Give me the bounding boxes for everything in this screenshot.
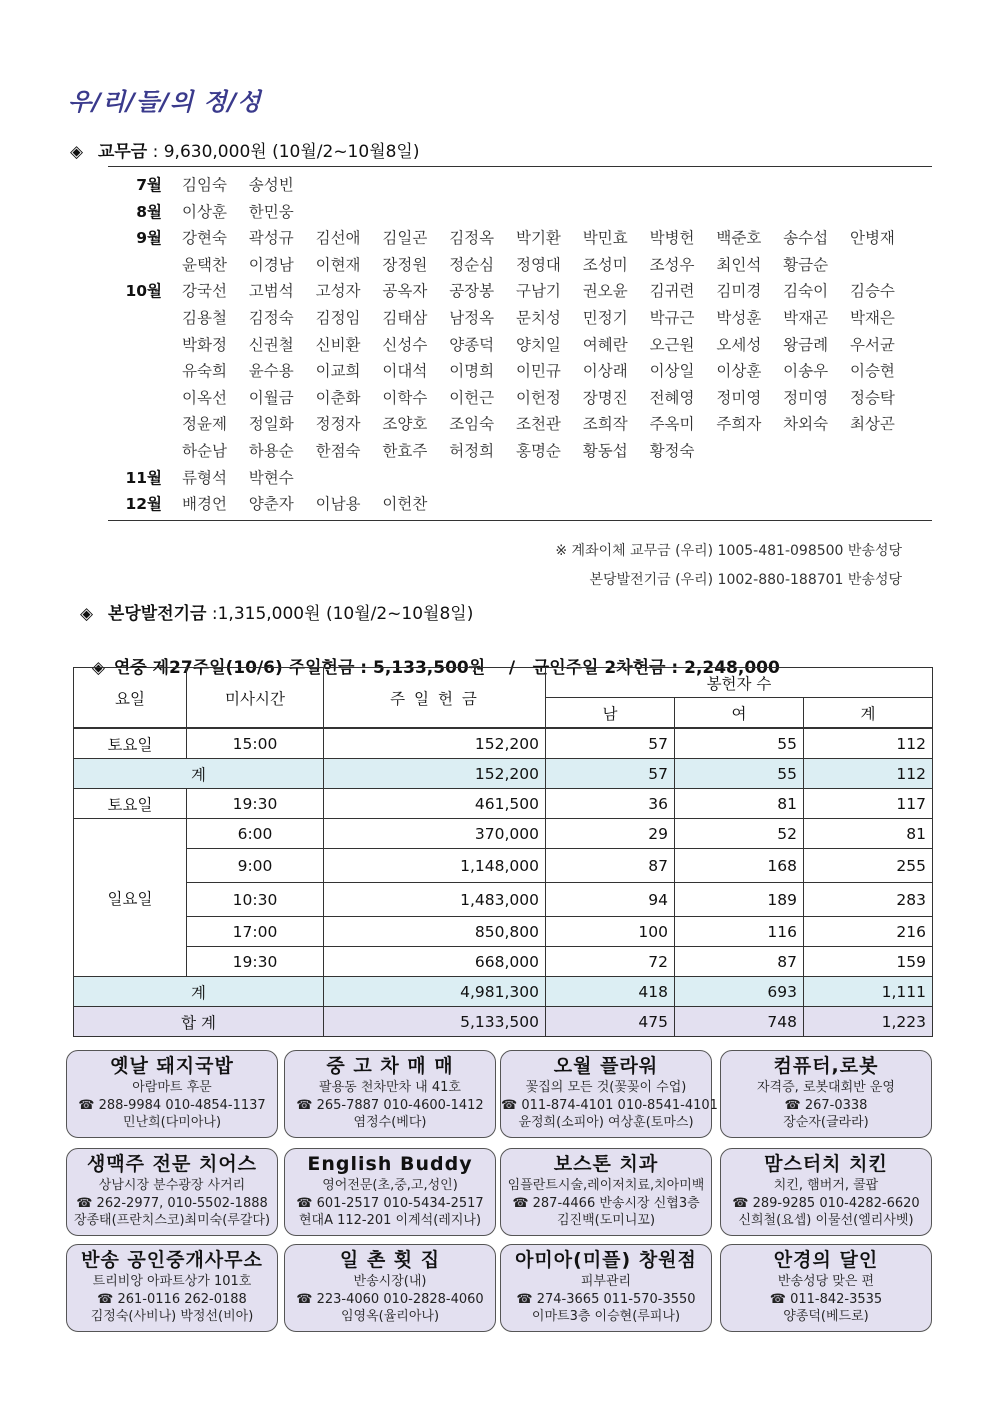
name-row bbox=[108, 411, 932, 438]
ad-name: 맘스터치 치킨 bbox=[764, 1153, 888, 1175]
contributor-name: 박병헌 bbox=[649, 229, 695, 248]
total-cell: 1,223 bbox=[804, 1007, 933, 1037]
female-cell: 168 bbox=[675, 849, 804, 883]
ad-line: 반송시장(내) bbox=[353, 1274, 427, 1289]
time-cell: 19:30 bbox=[187, 947, 324, 977]
contributor-name: 박재은 bbox=[849, 308, 895, 327]
name-row bbox=[108, 491, 932, 518]
contributor-name: 장정원 bbox=[382, 255, 428, 274]
contributor-name: 김일곤 bbox=[382, 229, 428, 248]
ad-box bbox=[500, 1050, 718, 1138]
divider bbox=[108, 166, 932, 167]
ad-line: 민난희(다미아나) bbox=[122, 1115, 222, 1130]
offering-cell: 1,148,000 bbox=[324, 849, 546, 883]
ad-phone: ☎ 288-9984 010-4854-1137 bbox=[78, 1097, 266, 1113]
building-fund-heading bbox=[80, 599, 473, 624]
offering-cell: 461,500 bbox=[324, 789, 546, 819]
contributor-name: 공옥자 bbox=[382, 282, 428, 301]
contributor-name: 김선애 bbox=[315, 229, 361, 248]
contributor-name: 이상래 bbox=[582, 362, 628, 381]
ad-line: 상남시장 분수광장 사거리 bbox=[98, 1178, 246, 1193]
month-label bbox=[108, 385, 182, 412]
ad-phone: ☎ 223-4060 010-2828-4060 bbox=[296, 1291, 484, 1307]
contributor-name: 유숙희 bbox=[182, 362, 227, 381]
ad-line: 염정수(베다) bbox=[353, 1115, 427, 1130]
ad-phone: ☎ 011-842-3535 bbox=[769, 1291, 883, 1307]
contributor-name: 곽성규 bbox=[248, 229, 294, 248]
contributor-name: 박규근 bbox=[649, 308, 695, 327]
contributor-name: 이송우 bbox=[783, 362, 829, 381]
ad-line: 윤정희(소피아) 여상훈(토마스) bbox=[518, 1115, 694, 1130]
ad-line: 김정숙(사비나) 박정선(비아) bbox=[90, 1309, 254, 1324]
contributor-name: 문치성 bbox=[515, 308, 561, 327]
contributor-name: 민정기 bbox=[582, 308, 628, 327]
contributor-name: 오세성 bbox=[716, 335, 762, 354]
building-fund-value: :1,315,000원 (10월/2~10월8일) bbox=[206, 604, 474, 624]
ad-box bbox=[500, 1148, 712, 1236]
contributor-name: 이헌근 bbox=[449, 388, 495, 407]
subtotal-label: 계 bbox=[74, 759, 324, 789]
contributor-name: 하순남 bbox=[182, 441, 227, 460]
month-label: 9월 bbox=[136, 229, 162, 248]
contributor-name: 강국선 bbox=[182, 282, 227, 301]
contributor-name: 정정자 bbox=[315, 415, 361, 434]
total-cell: 117 bbox=[804, 789, 933, 819]
female-cell: 55 bbox=[675, 728, 804, 759]
month-label bbox=[108, 358, 182, 385]
total-cell: 283 bbox=[804, 883, 933, 917]
contributor-name: 정윤제 bbox=[182, 415, 227, 434]
contributor-name: 정순심 bbox=[449, 255, 495, 274]
table-row bbox=[74, 819, 933, 849]
divider bbox=[108, 520, 932, 521]
month-label bbox=[108, 411, 182, 438]
dues-value: : 9,630,000원 (10월/2~10월8일) bbox=[147, 142, 420, 162]
contributor-name-list bbox=[108, 172, 932, 518]
table-row bbox=[74, 849, 933, 883]
female-cell: 116 bbox=[675, 917, 804, 947]
contributor-name: 이남용 bbox=[315, 495, 361, 514]
contributor-name: 박화정 bbox=[182, 335, 227, 354]
total-cell: 81 bbox=[804, 819, 933, 849]
ad-box bbox=[720, 1148, 932, 1236]
diamond-bullet-icon: ◈ bbox=[70, 142, 84, 162]
female-cell: 693 bbox=[675, 977, 804, 1007]
offering-cell: 4,981,300 bbox=[324, 977, 546, 1007]
header-offering: 주 일 헌 금 bbox=[324, 668, 546, 729]
ad-name: 안경의 달인 bbox=[773, 1249, 879, 1271]
ad-name: 중 고 차 매 매 bbox=[326, 1055, 454, 1077]
contributor-name: 조성우 bbox=[649, 255, 695, 274]
ad-line: 임영옥(율리아나) bbox=[340, 1309, 440, 1324]
contributor-name: 조희작 bbox=[582, 415, 628, 434]
ad-phone: ☎ 287-4466 반송시장 신협3층 bbox=[512, 1195, 700, 1211]
contributor-name: 최상곤 bbox=[849, 415, 895, 434]
offering-table bbox=[73, 667, 933, 1037]
ad-line: 장순자(글라라) bbox=[783, 1115, 869, 1130]
male-cell: 94 bbox=[546, 883, 675, 917]
contributor-name: 송수섭 bbox=[783, 229, 829, 248]
contributor-name: 정일화 bbox=[248, 415, 294, 434]
ad-phone: ☎ 262-2977, 010-5502-1888 bbox=[76, 1195, 268, 1211]
contributor-name: 황금순 bbox=[783, 255, 829, 274]
ad-box bbox=[284, 1148, 496, 1236]
table-row bbox=[74, 883, 933, 917]
time-cell: 17:00 bbox=[187, 917, 324, 947]
female-cell: 55 bbox=[675, 759, 804, 789]
contributor-name: 주희자 bbox=[716, 415, 762, 434]
contributor-name: 이대석 bbox=[382, 362, 428, 381]
contributor-name: 배경언 bbox=[182, 495, 227, 514]
ad-box bbox=[284, 1050, 496, 1138]
contributor-name: 박기환 bbox=[515, 229, 561, 248]
subtotal-row bbox=[74, 977, 933, 1007]
contributor-name: 양춘자 bbox=[248, 495, 294, 514]
contributor-name: 박민효 bbox=[582, 229, 628, 248]
name-row bbox=[108, 465, 932, 492]
header-male: 남 bbox=[546, 698, 675, 729]
ad-box bbox=[66, 1148, 278, 1236]
contributor-name: 김용철 bbox=[182, 308, 227, 327]
contributor-name: 김미경 bbox=[716, 282, 762, 301]
ad-line: 현대A 112-201 이계석(레지나) bbox=[298, 1213, 482, 1228]
time-cell: 9:00 bbox=[187, 849, 324, 883]
total-cell: 112 bbox=[804, 728, 933, 759]
contributor-name: 홍명순 bbox=[515, 441, 561, 460]
contributor-name: 왕금례 bbox=[783, 335, 829, 354]
contributor-name: 박현수 bbox=[248, 468, 294, 487]
contributor-name: 이헌찬 bbox=[382, 495, 428, 514]
bank-note-2: 본당발전기금 (우리) 1002-880-188701 반송성당 bbox=[589, 572, 902, 588]
ad-name: 보스톤 치과 bbox=[553, 1153, 659, 1175]
ad-name: 오월 플라워 bbox=[553, 1055, 659, 1077]
month-label bbox=[108, 252, 182, 279]
ad-line: 양종덕(베드로) bbox=[783, 1309, 869, 1324]
offering-cell: 5,133,500 bbox=[324, 1007, 546, 1037]
name-row bbox=[108, 358, 932, 385]
contributor-name: 하용순 bbox=[248, 441, 294, 460]
contributor-name: 이헌정 bbox=[515, 388, 561, 407]
bank-note-1: ※ 계좌이체 교무금 (우리) 1005-481-098500 반송성당 bbox=[555, 543, 902, 559]
contributor-name: 백준호 bbox=[716, 229, 762, 248]
ad-line: 팔용동 천차만차 내 41호 bbox=[319, 1080, 461, 1095]
ad-line: 반송성당 맞은 편 bbox=[777, 1274, 875, 1289]
day-cell: 토요일 bbox=[74, 789, 187, 819]
contributor-name: 이상일 bbox=[649, 362, 695, 381]
contributor-name: 이민규 bbox=[515, 362, 561, 381]
ad-line: 김진백(도미니꼬) bbox=[556, 1213, 656, 1228]
grand-total-label: 합 계 bbox=[74, 1007, 324, 1037]
contributor-name: 류형석 bbox=[182, 468, 227, 487]
contributor-name: 허정희 bbox=[449, 441, 495, 460]
time-cell: 15:00 bbox=[187, 728, 324, 759]
male-cell: 72 bbox=[546, 947, 675, 977]
ad-name: 생맥주 전문 치어스 bbox=[86, 1153, 258, 1175]
contributor-name: 차외숙 bbox=[783, 415, 829, 434]
contributor-name: 윤수용 bbox=[248, 362, 294, 381]
contributor-name: 김숙이 bbox=[783, 282, 829, 301]
month-label bbox=[108, 332, 182, 359]
female-cell: 52 bbox=[675, 819, 804, 849]
header-givers: 봉헌자 수 bbox=[546, 668, 933, 698]
ad-name: 일 촌 횟 집 bbox=[339, 1249, 441, 1271]
contributor-name: 권오윤 bbox=[582, 282, 628, 301]
contributor-name: 한민웅 bbox=[248, 202, 294, 221]
contributor-name: 김정숙 bbox=[248, 308, 294, 327]
male-cell: 418 bbox=[546, 977, 675, 1007]
diamond-bullet-icon: ◈ bbox=[80, 604, 94, 624]
ad-box bbox=[500, 1244, 712, 1332]
female-cell: 87 bbox=[675, 947, 804, 977]
total-cell: 1,111 bbox=[804, 977, 933, 1007]
subtotal-label: 계 bbox=[74, 977, 324, 1007]
male-cell: 475 bbox=[546, 1007, 675, 1037]
contributor-name: 양종덕 bbox=[449, 335, 495, 354]
contributor-name: 최인석 bbox=[716, 255, 762, 274]
contributor-name: 조임숙 bbox=[449, 415, 495, 434]
ad-box bbox=[66, 1244, 278, 1332]
sunday-offering-text: 연중 제27주일(10/6) 주일헌금 : 5,133,500원 / 군인주일 2차헌금 : 2,248,000 bbox=[113, 658, 780, 678]
contributor-name: 이현재 bbox=[315, 255, 361, 274]
subtotal-row bbox=[74, 759, 933, 789]
ad-name: 옛날 돼지국밥 bbox=[110, 1055, 234, 1077]
ad-name: 컴퓨터,로봇 bbox=[773, 1055, 879, 1077]
contributor-name: 박재곤 bbox=[783, 308, 829, 327]
offering-cell: 152,200 bbox=[324, 759, 546, 789]
month-label: 8월 bbox=[136, 202, 162, 221]
contributor-name: 한효주 bbox=[382, 441, 428, 460]
ad-box bbox=[66, 1050, 278, 1138]
total-cell: 112 bbox=[804, 759, 933, 789]
name-row bbox=[108, 278, 932, 305]
header-day: 요일 bbox=[74, 668, 187, 729]
male-cell: 57 bbox=[546, 728, 675, 759]
offering-cell: 370,000 bbox=[324, 819, 546, 849]
contributor-name: 이상훈 bbox=[182, 202, 227, 221]
contributor-name: 송성빈 bbox=[248, 176, 294, 194]
contributor-name: 우서균 bbox=[849, 335, 895, 354]
name-row bbox=[108, 332, 932, 359]
contributor-name: 조천관 bbox=[515, 415, 561, 434]
time-cell: 19:30 bbox=[187, 789, 324, 819]
ad-phone: ☎ 274-3665 011-570-3550 bbox=[516, 1291, 696, 1307]
contributor-name: 양치일 bbox=[515, 335, 561, 354]
grand-total-row bbox=[74, 1007, 933, 1037]
table-row bbox=[74, 789, 933, 819]
month-label: 11월 bbox=[125, 468, 162, 487]
female-cell: 81 bbox=[675, 789, 804, 819]
ad-phone: ☎ 265-7887 010-4600-1412 bbox=[296, 1097, 484, 1113]
day-cell: 일요일 bbox=[74, 819, 187, 977]
ad-name: 아미아(미플) 창원점 bbox=[515, 1249, 697, 1271]
ad-line: 영어전문(초,중,고,성인) bbox=[322, 1178, 458, 1193]
contributor-name: 장명진 bbox=[582, 388, 628, 407]
contributor-name: 김정옥 bbox=[449, 229, 495, 248]
building-fund-label: 본당발전기금 bbox=[107, 604, 207, 624]
name-row bbox=[108, 305, 932, 332]
month-label: 7월 bbox=[136, 176, 162, 194]
month-label bbox=[108, 438, 182, 465]
male-cell: 36 bbox=[546, 789, 675, 819]
name-row bbox=[108, 385, 932, 412]
contributor-name: 이승현 bbox=[849, 362, 895, 381]
contributor-name: 조양호 bbox=[382, 415, 428, 434]
contributor-name: 구남기 bbox=[515, 282, 561, 301]
contributor-name: 김태삼 bbox=[382, 308, 428, 327]
contributor-name: 남정옥 bbox=[449, 308, 495, 327]
name-row bbox=[108, 199, 932, 226]
ad-line: 신희철(요셉) 이물선(엘리사벳) bbox=[738, 1213, 914, 1228]
contributor-name: 이학수 bbox=[382, 388, 428, 407]
offering-dues-heading bbox=[70, 137, 419, 162]
offering-cell: 152,200 bbox=[324, 728, 546, 759]
contributor-name: 황동섭 bbox=[582, 441, 628, 460]
contributor-name: 정미영 bbox=[783, 388, 829, 407]
contributor-name: 전혜영 bbox=[649, 388, 695, 407]
contributor-name: 이상훈 bbox=[716, 362, 762, 381]
contributor-name: 공장봉 bbox=[449, 282, 495, 301]
contributor-name: 김귀련 bbox=[649, 282, 695, 301]
contributor-name: 이월금 bbox=[248, 388, 294, 407]
name-row bbox=[108, 252, 932, 279]
month-label: 12월 bbox=[125, 495, 162, 514]
page-title: 우/리/들/의 정/성 bbox=[68, 88, 262, 116]
contributor-name: 이춘화 bbox=[315, 388, 361, 407]
ad-line: 임플란트시술,레이저치료,치아미백 bbox=[507, 1178, 705, 1193]
contributor-name: 주옥미 bbox=[649, 415, 695, 434]
time-cell: 10:30 bbox=[187, 883, 324, 917]
ad-phone: ☎ 601-2517 010-5434-2517 bbox=[296, 1195, 484, 1211]
dues-label: 교무금 bbox=[97, 142, 148, 162]
contributor-name: 신권철 bbox=[248, 335, 294, 354]
name-row bbox=[108, 225, 932, 252]
contributor-name: 고성자 bbox=[315, 282, 361, 301]
contributor-name: 신성수 bbox=[382, 335, 428, 354]
ad-phone: ☎ 289-9285 010-4282-6620 bbox=[732, 1195, 920, 1211]
male-cell: 57 bbox=[546, 759, 675, 789]
name-row bbox=[108, 438, 932, 465]
contributor-name: 이명희 bbox=[449, 362, 495, 381]
contributor-name: 오근원 bbox=[649, 335, 695, 354]
contributor-name: 강현숙 bbox=[182, 229, 227, 248]
contributor-name: 김승수 bbox=[849, 282, 895, 301]
contributor-name: 한점숙 bbox=[315, 441, 361, 460]
contributor-name: 이교희 bbox=[315, 362, 361, 381]
name-row bbox=[108, 172, 932, 199]
male-cell: 29 bbox=[546, 819, 675, 849]
female-cell: 189 bbox=[675, 883, 804, 917]
female-cell: 748 bbox=[675, 1007, 804, 1037]
ad-box bbox=[720, 1050, 932, 1138]
contributor-name: 조성미 bbox=[582, 255, 628, 274]
header-total: 계 bbox=[804, 698, 933, 729]
contributor-name: 이옥선 bbox=[182, 388, 227, 407]
table-header-row bbox=[74, 668, 933, 698]
male-cell: 87 bbox=[546, 849, 675, 883]
ad-box bbox=[720, 1244, 932, 1332]
total-cell: 255 bbox=[804, 849, 933, 883]
contributor-name: 여혜란 bbox=[582, 335, 628, 354]
offering-cell: 1,483,000 bbox=[324, 883, 546, 917]
table-row bbox=[74, 947, 933, 977]
month-label bbox=[108, 305, 182, 332]
contributor-name: 박성훈 bbox=[716, 308, 762, 327]
contributor-name: 황정숙 bbox=[649, 441, 695, 460]
ad-line: 이마트3층 이승현(루피나) bbox=[531, 1309, 681, 1324]
ad-line: 트리비앙 아파트상가 101호 bbox=[92, 1274, 252, 1289]
contributor-name: 윤택찬 bbox=[182, 255, 227, 274]
contributor-name: 김임숙 bbox=[182, 176, 227, 194]
offering-cell: 850,800 bbox=[324, 917, 546, 947]
ad-line: 장종태(프란치스코)최미숙(루갈다) bbox=[73, 1213, 271, 1228]
table-row bbox=[74, 728, 933, 759]
ad-phone: ☎ 267-0338 bbox=[784, 1097, 868, 1113]
contributor-name: 이경남 bbox=[248, 255, 294, 274]
contributor-name: 정미영 bbox=[716, 388, 762, 407]
ad-phone: ☎ 011-874-4101 010-8541-4101 bbox=[501, 1097, 718, 1113]
total-cell: 216 bbox=[804, 917, 933, 947]
contributor-name: 안병재 bbox=[849, 229, 895, 248]
male-cell: 100 bbox=[546, 917, 675, 947]
ad-line: 자격증, 로봇대회반 운영 bbox=[757, 1080, 895, 1095]
ad-phone: ☎ 261-0116 262-0188 bbox=[97, 1291, 247, 1307]
contributor-name: 고범석 bbox=[248, 282, 294, 301]
ad-box bbox=[284, 1244, 496, 1332]
month-label: 10월 bbox=[125, 282, 162, 301]
table-row bbox=[74, 917, 933, 947]
offering-cell: 668,000 bbox=[324, 947, 546, 977]
ad-name: English Buddy bbox=[307, 1153, 473, 1175]
total-cell: 159 bbox=[804, 947, 933, 977]
diamond-bullet-icon: ◈ bbox=[91, 658, 105, 678]
header-time: 미사시간 bbox=[187, 668, 324, 729]
contributor-name: 정승탁 bbox=[849, 388, 895, 407]
contributor-name: 신비환 bbox=[315, 335, 361, 354]
contributor-name: 정영대 bbox=[515, 255, 561, 274]
header-female: 여 bbox=[675, 698, 804, 729]
time-cell: 6:00 bbox=[187, 819, 324, 849]
ad-line: 피부관리 bbox=[580, 1274, 632, 1289]
ad-line: 아람마트 후문 bbox=[132, 1080, 212, 1095]
ad-name: 반송 공인중개사무소 bbox=[81, 1249, 263, 1271]
ad-line: 치킨, 햄버거, 콜팝 bbox=[773, 1178, 879, 1193]
contributor-name: 김정임 bbox=[315, 308, 361, 327]
day-cell: 토요일 bbox=[74, 728, 187, 759]
ad-line: 꽃집의 모든 것(꽃꽂이 수업) bbox=[525, 1080, 687, 1095]
